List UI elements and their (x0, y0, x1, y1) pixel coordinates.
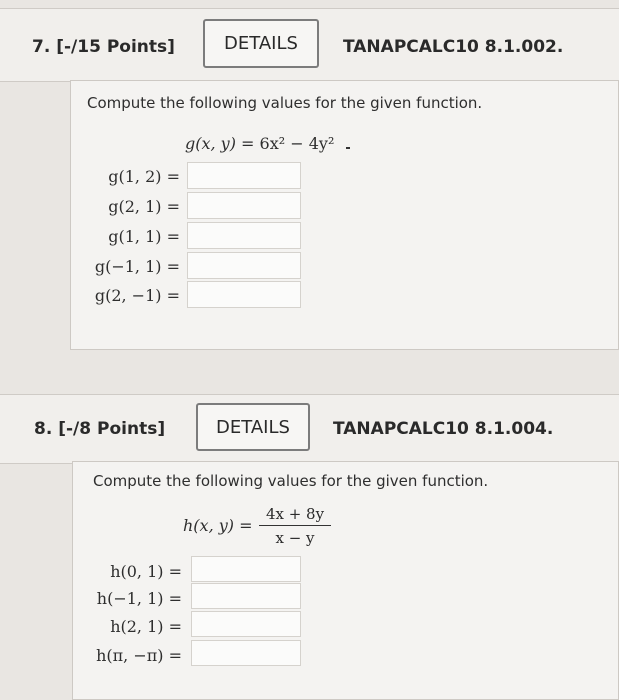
instruction-text: Compute the following values for the given function. (93, 472, 489, 490)
details-button[interactable]: DETAILS (203, 19, 319, 68)
function-definition (185, 134, 334, 153)
row-label-4: g(−1, 1) = (94, 257, 180, 276)
question-8-body (72, 461, 619, 700)
row-label-3: h(2, 1) = (110, 617, 182, 636)
question-code: TANAPCALC10 8.1.002. (343, 37, 564, 57)
answer-input-g-1-1[interactable] (187, 222, 301, 249)
fraction-numerator: 4x + 8y (259, 505, 331, 526)
instruction-text: Compute the following values for the given function. (87, 94, 483, 112)
question-8-title (34, 419, 165, 439)
question-7-title (32, 37, 175, 57)
period-mark (346, 147, 350, 149)
answer-input-h-0-1[interactable] (191, 556, 301, 582)
answer-input-h-2-1[interactable] (191, 611, 301, 637)
question-number: 8. (34, 419, 53, 439)
answer-input-g-2-neg1[interactable] (187, 281, 301, 308)
question-points: [-/8 Points] (58, 419, 166, 439)
fraction-denominator: x − y (275, 529, 315, 547)
answer-input-g-neg1-1[interactable] (187, 252, 301, 279)
function-lhs: h(x, y) = (183, 516, 253, 535)
row-label-3: g(1, 1) = (108, 227, 180, 246)
answer-input-h-pi-negpi[interactable] (191, 640, 301, 666)
question-number: 7. (32, 37, 51, 57)
row-label-1: g(1, 2) = (108, 167, 180, 186)
details-button[interactable]: DETAILS (196, 403, 310, 451)
row-label-2: g(2, 1) = (108, 197, 180, 216)
function-lhs: g(x, y) = (185, 134, 260, 153)
question-points: [-/15 Points] (56, 37, 175, 57)
row-label-1: h(0, 1) = (110, 562, 182, 581)
function-fraction (259, 505, 331, 547)
row-label-2: h(−1, 1) = (96, 589, 182, 608)
question-code: TANAPCALC10 8.1.004. (333, 419, 554, 439)
question-7-header (0, 8, 619, 82)
answer-input-h-neg1-1[interactable] (191, 583, 301, 609)
question-8-header (0, 394, 619, 464)
answer-input-g-1-2[interactable] (187, 162, 301, 189)
row-label-5: g(2, −1) = (94, 286, 180, 305)
function-definition-lhs (183, 516, 253, 535)
row-label-4: h(π, −π) = (96, 646, 182, 665)
question-7-body (70, 80, 619, 350)
answer-input-g-2-1[interactable] (187, 192, 301, 219)
function-rhs: 6x² − 4y² (259, 134, 335, 153)
